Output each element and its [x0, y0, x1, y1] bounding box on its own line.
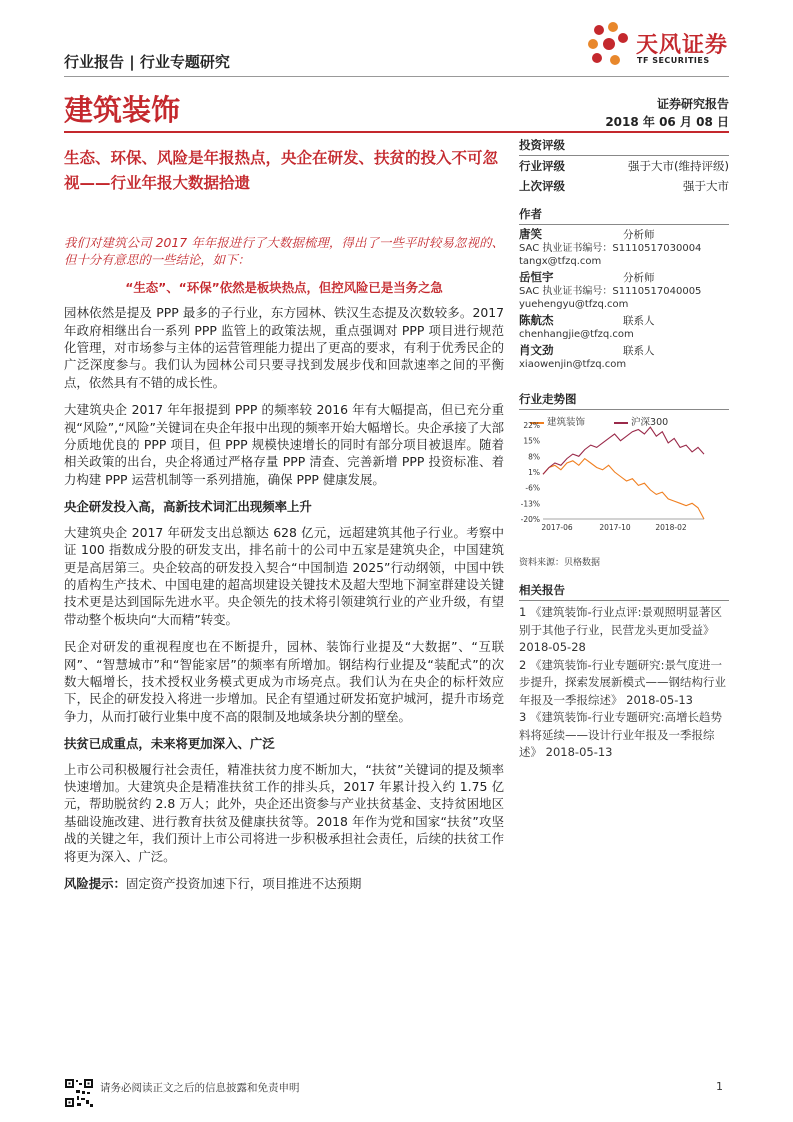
y-tick-label: 15%: [523, 436, 540, 446]
rating-key: 行业评级: [519, 159, 565, 173]
analyst-card: [519, 314, 729, 341]
chart-source: 资料来源：贝格数据: [519, 558, 601, 568]
analyst-name: 陈航杰: [519, 313, 554, 327]
analyst-cert: SAC 执业证书编号：S1110517040005: [519, 286, 702, 297]
analyst-role: 联系人: [623, 345, 655, 357]
qr-code-icon: [64, 1078, 94, 1108]
analyst-email[interactable]: tangx@tfzq.com: [519, 256, 602, 267]
report-date: 2018 年 06 月 08 日: [605, 115, 729, 129]
risk-label: 风险提示：: [64, 876, 126, 891]
legend-label-1: 建筑装饰: [547, 417, 586, 428]
reports-heading: 相关报告: [519, 582, 729, 601]
report-type: 证券研究报告: [656, 97, 729, 111]
x-tick-label: 2017-06: [541, 523, 573, 532]
report-item[interactable]: 1 《建筑装饰-行业点评:景观照明显著区别于其他子行业，民营龙头更加受益》 2018-05-28: [519, 605, 722, 654]
legend-label-2: 沪深300: [631, 417, 669, 428]
chart-heading: 行业走势图: [519, 391, 729, 410]
y-tick-label: 8%: [528, 452, 540, 462]
logo-text-cn: 天风证券: [636, 33, 729, 58]
title-divider: [64, 131, 729, 133]
x-tick-label: 2018-02: [655, 523, 687, 532]
analyst-role: 联系人: [623, 315, 655, 327]
reports-list: [519, 604, 729, 762]
analyst-name: 唐笑: [519, 227, 542, 241]
risk-note: [64, 875, 504, 892]
analyst-card: [519, 228, 729, 268]
series-line-1: [543, 459, 704, 519]
analyst-role: 分析师: [623, 229, 655, 241]
logo-mark-icon: [588, 22, 628, 65]
analyst-card: [519, 271, 729, 311]
author-box: [519, 206, 729, 371]
section-heading: 扶贫已成重点，未来将更加深入、广泛: [64, 736, 275, 752]
rating-key: 上次评级: [519, 179, 565, 193]
report-item[interactable]: 3 《建筑装饰-行业专题研究:高增长趋势料将延续——设计行业年报及一季报综述》 2018-05-13: [519, 710, 722, 759]
x-tick-label: 2017-10: [599, 523, 631, 532]
series-line-2: [543, 427, 704, 474]
rating-heading: 投资评级: [519, 137, 729, 156]
main-title: 生态、环保、风险是年报热点，央企在研发、扶贫的投入不可忽视——行业年报大数据拾遗: [64, 149, 499, 192]
related-reports: [519, 582, 729, 762]
y-tick-label: -20%: [520, 515, 540, 524]
risk-text: 固定资产投资加速下行，项目推进不达预期: [125, 876, 362, 891]
rating-row: [519, 176, 729, 196]
analyst-card: [519, 344, 729, 371]
y-tick-label: 1%: [528, 468, 540, 477]
rating-box: [519, 137, 729, 196]
paragraph: 大建筑央企 2017 年研发支出总额达 628 亿元，远超建筑其他子行业。考察中证 100 指数成分股的研发支出，排名前十的公司中五家是建筑央企，中国建筑更是高居第三。央企较高的研发投入契合“中国制造 2025”行动纲领，中国中铁的盾构生产技术、中国电建的超高坝建设关键技术及超大型地下洞室群建设关键技术更是达到国际先进水平。央企领先的技术将引领建筑行业的产业升级，有望带动整个板块向“大而精”转变。: [64, 524, 504, 627]
author-heading: 作者: [519, 206, 729, 225]
analyst-name: 肖文劲: [519, 343, 554, 357]
analyst-role: 分析师: [623, 272, 655, 284]
analyst-email[interactable]: chenhangjie@tfzq.com: [519, 329, 634, 340]
page-number: 1: [716, 1080, 723, 1093]
rating-value: 强于大市(维持评级): [628, 159, 729, 173]
section-heading: “生态”、“环保”依然是板块热点，但控风险已是当务之急: [125, 279, 443, 295]
trend-chart: [519, 411, 729, 541]
industry-title: 建筑装饰: [64, 93, 181, 127]
report-category: 行业报告 | 行业专题研究: [64, 53, 230, 71]
paragraph: 上市公司积极履行社会责任，精准扶贫力度不断加大，“扶贫”关键词的提及频率快速增加。大建筑央企是精准扶贫工作的排头兵，2017 年累计投入约 1.75 亿元，帮助脱贫约 2.8 万人；此外，央企还出资参与产业扶贫基金、支持贫困地区基础设施改建、进行教育扶贫及健康扶贫等。2018 年作为党和国家“扶贫”攻坚战的关键之年，我们预计上市公司将进一步积极承担社会责任，后续的扶贫工作将更为深入、广泛。: [64, 761, 504, 864]
chart-heading-box: [519, 391, 729, 410]
analyst-email[interactable]: yuehengyu@tfzq.com: [519, 299, 629, 310]
analyst-email[interactable]: xiaowenjin@tfzq.com: [519, 359, 627, 370]
header-divider: [64, 76, 729, 77]
y-tick-label: -13%: [520, 499, 540, 509]
footer-disclaimer: 请务必阅读正文之后的信息披露和免责申明: [100, 1082, 300, 1094]
paragraph: 园林依然是提及 PPP 最多的子行业，东方园林、铁汉生态提及次数较多。2017 年政府相继出台一系列 PPP 监管上的政策法规，重点强调对 PPP 项目进行规范化管理，对市场参与主体的运营管理能力提出了更高的要求，有利于优秀民企的广泛深度参与。我们认为园林公司只要寻找到发展步伐和回款速率之间的平衡点，依然具有不错的成长性。: [64, 305, 504, 390]
report-item[interactable]: 2 《建筑装饰-行业专题研究:景气度进一步提升，探索发展新模式——钢结构行业年报及一季报综述》 2018-05-13: [519, 657, 726, 707]
paragraph: 民企对研发的重视程度也在不断提升，园林、装饰行业提及“大数据”、“互联网”、“智慧城市”和“智能家居”的频率有所增加。钢结构行业提及“装配式”的次数大幅增长，技术授权业务模式更成为市场亮点。我们认为在央企的标杆效应下，民企的研发投入将进一步增加。民企有望通过研发拓宽护城河，提升市场竞争力，从而打破行业集中度不高的限制及地域条块分割的壁垒。: [64, 639, 504, 724]
analyst-cert: SAC 执业证书编号：S1110517030004: [519, 243, 702, 254]
intro-text: 我们对建筑公司 2017 年年报进行了大数据梳理，得出了一些平时较易忽视的、但十分有意思的一些结论，如下：: [64, 235, 504, 268]
analyst-name: 岳恒宇: [519, 270, 554, 284]
paragraph: 大建筑央企 2017 年年报提到 PPP 的频率较 2016 年有大幅提高，但已充分重视“风险”,“风险”关键词在央企年报中出现的频率开始大幅增长。央企承接了大部分质地优良的 PPP 项目，但 PPP 规模快速增长的同时有部分项目被退库。随着相关政策的出台，央企将通过严格存量 PPP 清查、完善新增 PPP 投资标准、着力构建 PPP 运营机制等一系列措施，确保 PPP 健康发展。: [64, 402, 504, 487]
rating-value: 强于大市: [683, 179, 729, 193]
logo-text-en: TF SECURITIES: [637, 56, 710, 65]
y-tick-label: -6%: [525, 483, 540, 493]
section-heading: 央企研发投入高，高新技术词汇出现频率上升: [64, 499, 312, 515]
y-tick-label: 22%: [523, 421, 540, 430]
rating-row: [519, 156, 729, 176]
main-body: [64, 234, 504, 892]
